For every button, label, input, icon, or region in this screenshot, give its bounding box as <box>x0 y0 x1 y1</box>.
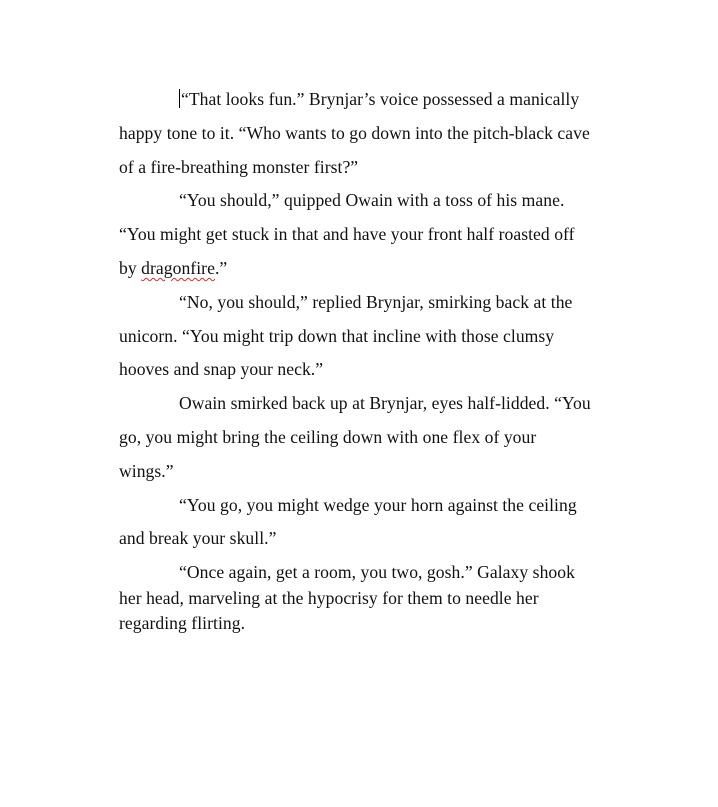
paragraph-2[interactable] <box>119 184 591 285</box>
spelling-error-word[interactable]: dragonfire <box>141 257 215 278</box>
paragraph-6-text: “Once again, get a room, you two, gosh.” Galaxy shook her head, marveling at the hypocrisy for them to needle her regarding flirting. <box>119 562 575 634</box>
paragraph-4[interactable] <box>119 387 591 488</box>
paragraph-6[interactable] <box>119 560 591 637</box>
paragraph-3[interactable] <box>119 286 591 387</box>
paragraph-1-text: “That looks fun.” Brynjar’s voice possessed a manically happy tone to it. “Who wants to go down into the pitch-black cave of a fire-breathing monster first?” <box>119 89 590 177</box>
paragraph-4-text: Owain smirked back up at Brynjar, eyes half-lidded. “You go, you might bring the ceiling down with one flex of your wings.” <box>119 393 591 481</box>
text-cursor <box>179 89 180 108</box>
paragraph-1[interactable] <box>119 83 591 184</box>
paragraph-3-text: “No, you should,” replied Brynjar, smirking back at the unicorn. “You might trip down that incline with those clumsy hooves and snap your neck.” <box>119 291 573 380</box>
paragraph-5-text: “You go, you might wedge your horn against the ceiling and break your skull.” <box>119 494 577 549</box>
paragraph-2-text: “You should,” quipped Owain with a toss of his mane. “You might get stuck in that and have your front half roasted off by <box>119 190 575 278</box>
paragraph-5[interactable] <box>119 489 591 557</box>
document-body[interactable] <box>119 83 591 637</box>
paragraph-2-end: .” <box>214 257 228 278</box>
